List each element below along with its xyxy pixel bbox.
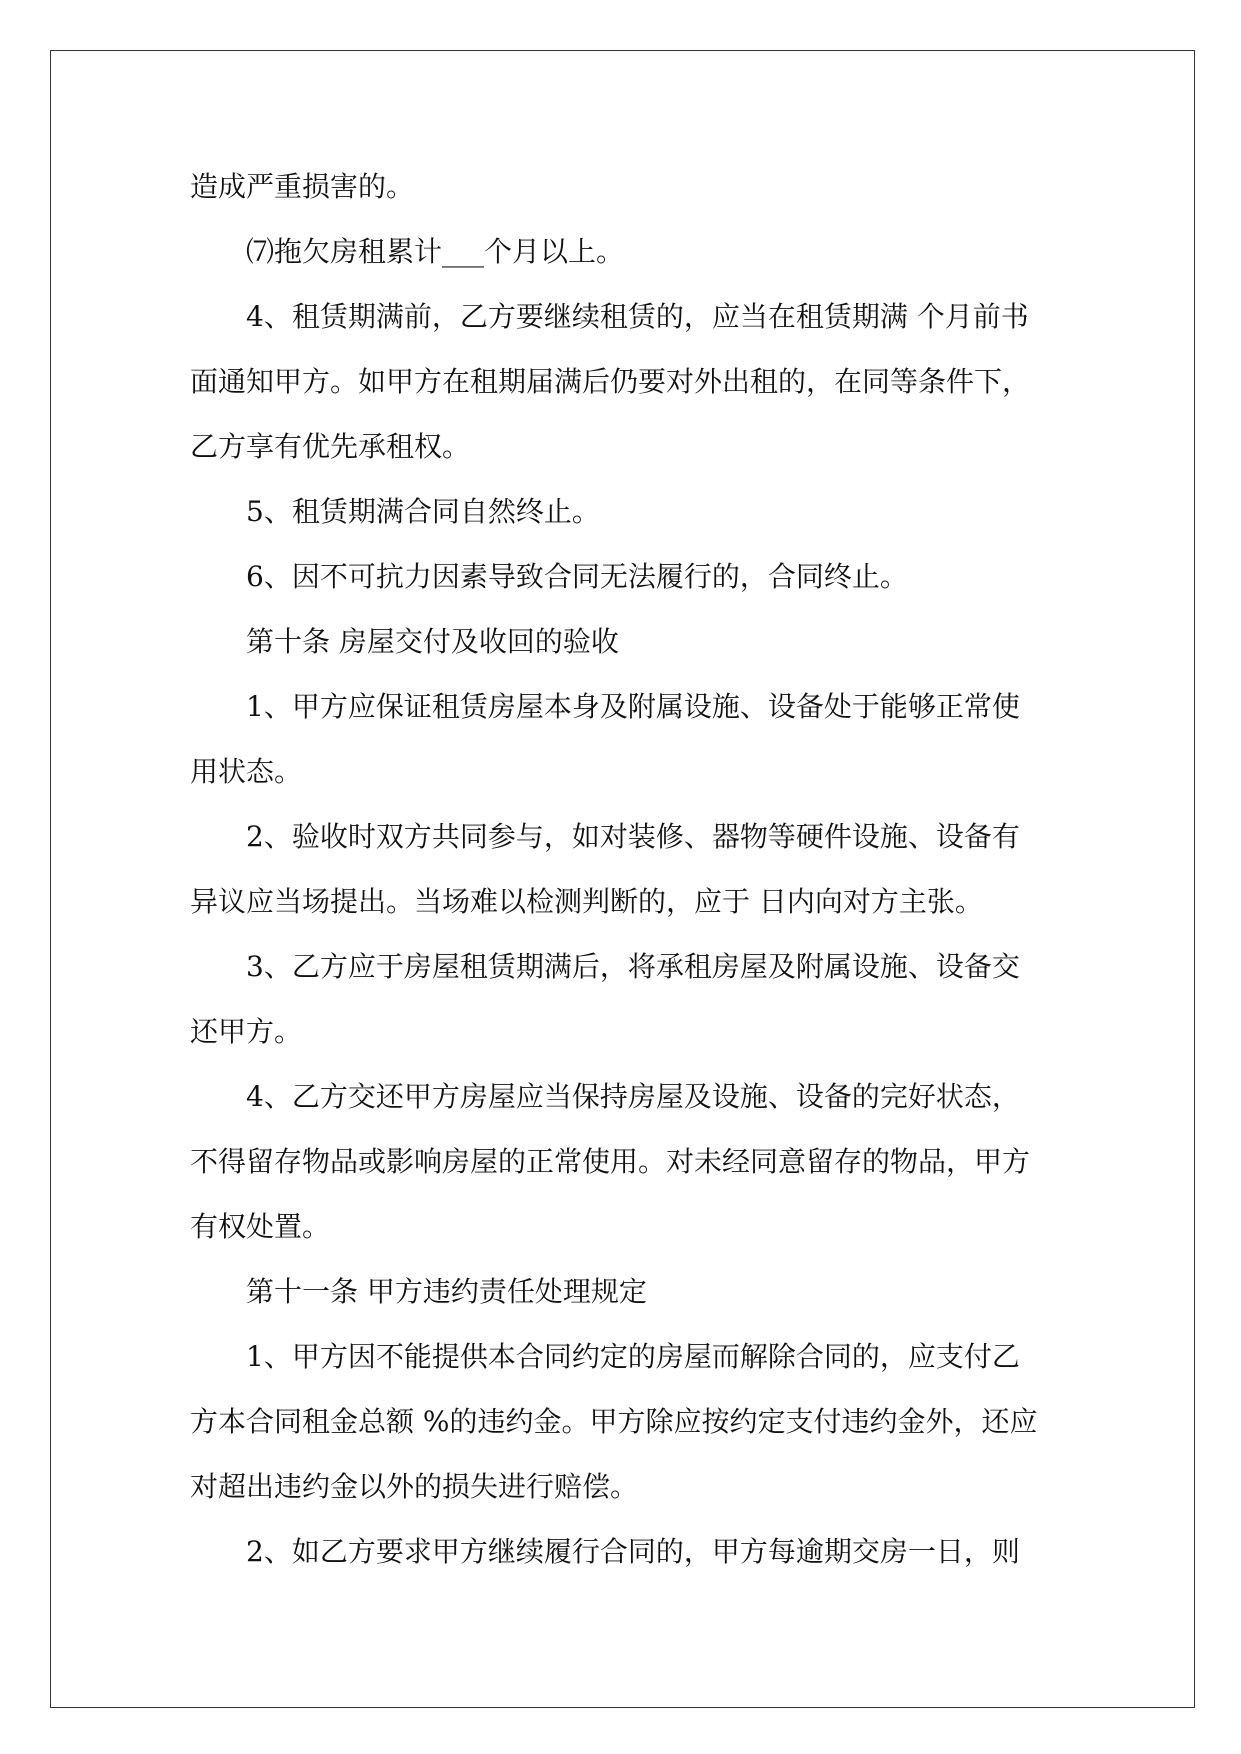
text-line: 异议应当场提出。当场难以检测判断的，应于 日内向对方主张。 [190, 885, 983, 918]
text-line: ⑺拖欠房租累计___个月以上。 [246, 235, 625, 268]
text-line: 3、乙方应于房屋租赁期满后，将承租房屋及附属设施、设备交 [246, 950, 1020, 983]
text-line: 1、甲方应保证租赁房屋本身及附属设施、设备处于能够正常使 [246, 690, 1020, 723]
text-line: 对超出违约金以外的损失进行赔偿。 [190, 1470, 639, 1503]
document-body [190, 154, 1060, 1584]
text-line: 造成严重损害的。 [190, 170, 415, 203]
text-line: 方本合同租金总额 %的违约金。甲方除应按约定支付违约金外，还应 [190, 1405, 1038, 1438]
text-line: 4、租赁期满前，乙方要继续租赁的，应当在租赁期满 个月前书 [246, 300, 1029, 333]
text-line: 还甲方。 [190, 1015, 303, 1048]
text-line: 4、乙方交还甲方房屋应当保持房屋及设施、设备的完好状态， [246, 1080, 1020, 1113]
text-line: 有权处置。 [190, 1210, 331, 1243]
section-heading: 第十一条 甲方违约责任处理规定 [246, 1275, 647, 1308]
text-line: 乙方享有优先承租权。 [190, 430, 471, 463]
text-line: 面通知甲方。如甲方在租期届满后仍要对外出租的，在同等条件下， [190, 365, 1031, 398]
text-line: 2、验收时双方共同参与，如对装修、器物等硬件设施、设备有 [246, 820, 1020, 853]
text-line: 6、因不可抗力因素导致合同无法履行的，合同终止。 [246, 560, 908, 593]
text-line: 用状态。 [190, 755, 303, 788]
text-line: 5、租赁期满合同自然终止。 [246, 495, 600, 528]
text-line: 1、甲方因不能提供本合同约定的房屋而解除合同的，应支付乙 [246, 1340, 1020, 1373]
text-line: 不得留存物品或影响房屋的正常使用。对未经同意留存的物品，甲方 [190, 1145, 1031, 1178]
text-line: 2、如乙方要求甲方继续履行合同的，甲方每逾期交房一日，则 [246, 1535, 1020, 1568]
section-heading: 第十条 房屋交付及收回的验收 [246, 625, 619, 658]
